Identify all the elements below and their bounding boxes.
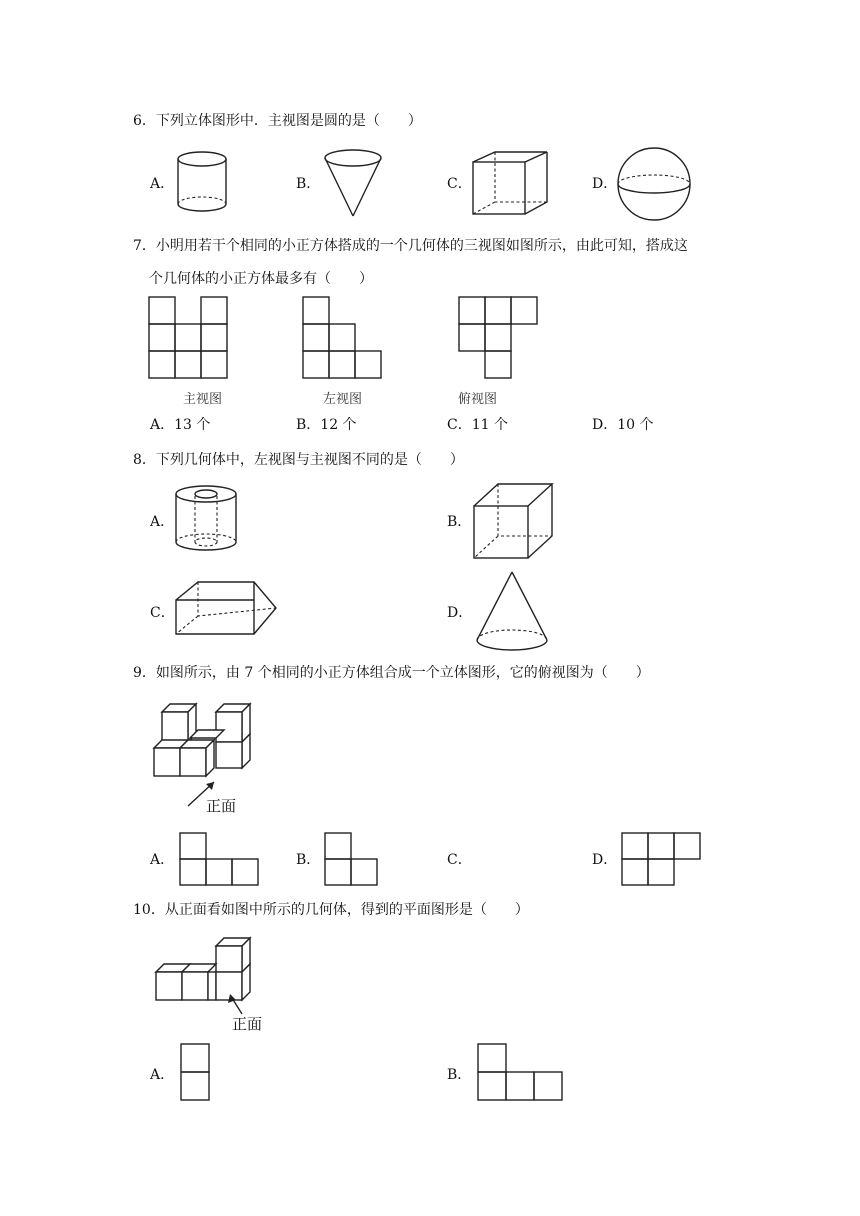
q6-option-a: A．	[150, 176, 175, 192]
q9-option-a: A．	[150, 852, 175, 868]
q10-option-b: B．	[447, 1067, 472, 1083]
q7-left-view-label: 左视图	[323, 392, 363, 407]
cylinder-figure	[176, 150, 232, 216]
q8-option-a: A．	[150, 514, 175, 530]
hollow-cylinder-figure	[174, 484, 240, 554]
q6-option-d: D．	[592, 176, 618, 192]
q7-option-a: A．13 个	[150, 417, 211, 433]
q9-option-b: B．	[296, 852, 321, 868]
q6-stem: 6．下列立体图形中．主视图是圆的是（ ）	[133, 113, 422, 129]
q10-stem: 10．从正面看如图中所示的几何体，得到的平面图形是（ ）	[133, 902, 529, 918]
q7-top-view-label: 俯视图	[458, 392, 498, 407]
q9-stem: 9．如图所示，由 7 个相同的小正方体组合成一个立体图形，它的俯视图为（ ）	[133, 665, 650, 681]
q7-option-d: D．10 个	[592, 417, 654, 433]
q9-option-b-figure	[324, 832, 380, 888]
q9-front-label: 正面	[206, 797, 237, 815]
q6-option-c: C．	[447, 176, 472, 192]
sphere-figure	[616, 146, 692, 222]
q8-option-d: D．	[447, 605, 473, 621]
pentagonal-prism-figure	[172, 578, 280, 638]
cone-figure-d	[474, 570, 550, 654]
q9-option-d: D．	[592, 852, 618, 868]
q10-option-a: A．	[150, 1067, 175, 1083]
q7-option-c: C．11 个	[447, 417, 508, 433]
q10-option-a-figure	[180, 1043, 210, 1101]
q7-stem-line2: 个几何体的小正方体最多有（ ）	[149, 271, 373, 287]
q8-option-b: B．	[447, 514, 472, 530]
cube-figure-b	[472, 482, 556, 562]
cone-figure	[323, 148, 385, 220]
q9-option-d-figure	[621, 832, 703, 888]
q9-cube-stack-figure	[150, 700, 260, 818]
q7-left-view	[302, 296, 386, 380]
q7-stem-line1: 7．小明用若干个相同的小正方体搭成的一个几何体的三视图如图所示，由此可知，搭成这	[133, 238, 688, 254]
q10-option-b-figure	[477, 1043, 565, 1101]
q8-option-c: C．	[150, 605, 175, 621]
q8-stem: 8．下列几何体中，左视图与主视图不同的是（ ）	[133, 452, 464, 468]
q7-top-view	[458, 296, 542, 380]
q7-front-view	[148, 296, 230, 380]
cube-figure	[471, 150, 551, 218]
q9-option-c: C．	[447, 852, 472, 868]
q7-front-view-label: 主视图	[183, 392, 223, 407]
q10-front-label: 正面	[232, 1015, 263, 1033]
q9-option-a-figure	[179, 832, 261, 888]
q6-option-b: B．	[296, 176, 321, 192]
q7-option-b: B．12 个	[296, 417, 357, 433]
